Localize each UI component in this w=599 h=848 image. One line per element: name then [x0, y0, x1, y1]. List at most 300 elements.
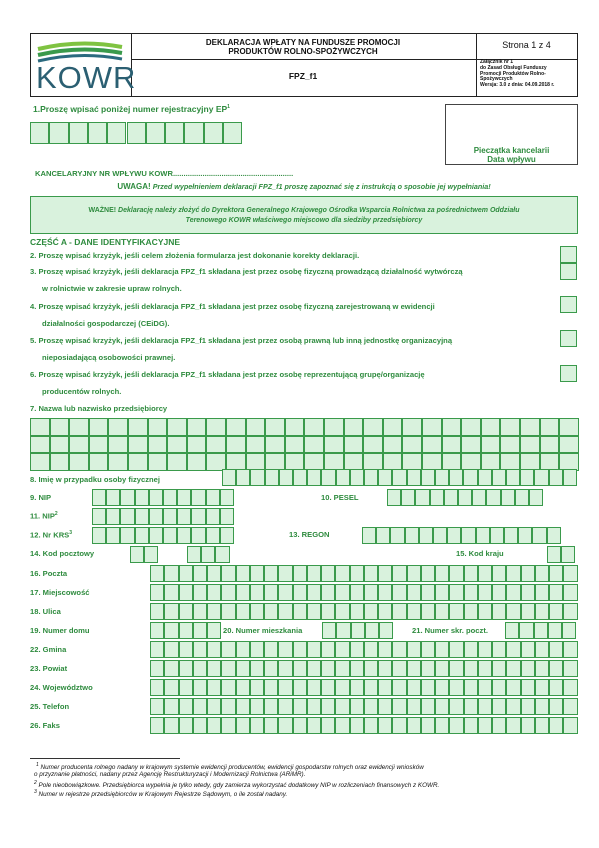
commune-cell[interactable]: [293, 641, 307, 658]
street-cell[interactable]: [221, 603, 235, 620]
name-cell[interactable]: [206, 436, 226, 454]
postcode-a-cell[interactable]: [130, 546, 144, 563]
name-cell[interactable]: [30, 453, 50, 471]
name-cell[interactable]: [148, 418, 168, 436]
name-cell[interactable]: [500, 418, 520, 436]
flat-number-cell[interactable]: [365, 622, 379, 639]
regon-cell[interactable]: [490, 527, 504, 544]
pesel-cell[interactable]: [515, 489, 529, 506]
phone-cell[interactable]: [293, 698, 307, 715]
fax-cell[interactable]: [278, 717, 292, 734]
pesel-cell[interactable]: [472, 489, 486, 506]
ep-number-cell[interactable]: [88, 122, 107, 144]
name-cell[interactable]: [89, 418, 109, 436]
street-cell[interactable]: [435, 603, 449, 620]
name-cell[interactable]: [50, 418, 70, 436]
name-cell[interactable]: [559, 418, 579, 436]
name-cell[interactable]: [402, 453, 422, 471]
street-cell[interactable]: [193, 603, 207, 620]
phone-cell[interactable]: [321, 698, 335, 715]
province-cell[interactable]: [164, 679, 178, 696]
krs-cell[interactable]: [120, 527, 134, 544]
name-cell[interactable]: [285, 453, 305, 471]
first-name-cell[interactable]: [506, 469, 520, 486]
city-cell[interactable]: [378, 584, 392, 601]
name-cell[interactable]: [344, 436, 364, 454]
name-cell[interactable]: [265, 453, 285, 471]
q6-checkbox[interactable]: [560, 365, 577, 382]
post-office-cell[interactable]: [563, 565, 577, 582]
ep-number-cell[interactable]: [49, 122, 68, 144]
commune-cell[interactable]: [378, 641, 392, 658]
name-cell[interactable]: [383, 436, 403, 454]
fax-cell[interactable]: [421, 717, 435, 734]
street-cell[interactable]: [264, 603, 278, 620]
city-cell[interactable]: [521, 584, 535, 601]
province-cell[interactable]: [307, 679, 321, 696]
commune-cell[interactable]: [563, 641, 577, 658]
name-cell[interactable]: [89, 453, 109, 471]
province-cell[interactable]: [150, 679, 164, 696]
name-cell[interactable]: [128, 436, 148, 454]
name-cell[interactable]: [246, 418, 266, 436]
province-cell[interactable]: [464, 679, 478, 696]
post-office-cell[interactable]: [207, 565, 221, 582]
street-cell[interactable]: [521, 603, 535, 620]
fax-cell[interactable]: [563, 717, 577, 734]
name-cell[interactable]: [344, 418, 364, 436]
first-name-cell[interactable]: [265, 469, 279, 486]
first-name-cell[interactable]: [478, 469, 492, 486]
name-cell[interactable]: [540, 418, 560, 436]
phone-cell[interactable]: [464, 698, 478, 715]
name-cell[interactable]: [108, 453, 128, 471]
q3-checkbox[interactable]: [560, 263, 577, 280]
name-cell[interactable]: [324, 418, 344, 436]
name-cell[interactable]: [481, 436, 501, 454]
fax-cell[interactable]: [506, 717, 520, 734]
first-name-cell[interactable]: [336, 469, 350, 486]
fax-cell[interactable]: [378, 717, 392, 734]
county-cell[interactable]: [321, 660, 335, 677]
commune-cell[interactable]: [435, 641, 449, 658]
phone-cell[interactable]: [449, 698, 463, 715]
regon-cell[interactable]: [461, 527, 475, 544]
county-cell[interactable]: [549, 660, 563, 677]
name-cell[interactable]: [442, 418, 462, 436]
phone-cell[interactable]: [392, 698, 406, 715]
name-cell[interactable]: [402, 436, 422, 454]
phone-cell[interactable]: [435, 698, 449, 715]
pesel-cell[interactable]: [501, 489, 515, 506]
county-cell[interactable]: [164, 660, 178, 677]
phone-cell[interactable]: [221, 698, 235, 715]
name-cell[interactable]: [520, 418, 540, 436]
province-cell[interactable]: [563, 679, 577, 696]
county-cell[interactable]: [464, 660, 478, 677]
nip-cell[interactable]: [149, 489, 163, 506]
phone-cell[interactable]: [350, 698, 364, 715]
province-cell[interactable]: [236, 679, 250, 696]
post-office-cell[interactable]: [435, 565, 449, 582]
post-office-cell[interactable]: [449, 565, 463, 582]
name-cell[interactable]: [285, 436, 305, 454]
nip2-cell[interactable]: [177, 508, 191, 525]
province-cell[interactable]: [506, 679, 520, 696]
county-cell[interactable]: [492, 660, 506, 677]
province-cell[interactable]: [449, 679, 463, 696]
city-cell[interactable]: [307, 584, 321, 601]
phone-cell[interactable]: [521, 698, 535, 715]
post-office-cell[interactable]: [549, 565, 563, 582]
first-name-cell[interactable]: [378, 469, 392, 486]
street-cell[interactable]: [378, 603, 392, 620]
commune-cell[interactable]: [321, 641, 335, 658]
post-office-cell[interactable]: [392, 565, 406, 582]
city-cell[interactable]: [563, 584, 577, 601]
fax-cell[interactable]: [449, 717, 463, 734]
nip2-cell[interactable]: [149, 508, 163, 525]
street-cell[interactable]: [535, 603, 549, 620]
commune-cell[interactable]: [364, 641, 378, 658]
nip2-cell[interactable]: [135, 508, 149, 525]
name-cell[interactable]: [363, 436, 383, 454]
phone-cell[interactable]: [164, 698, 178, 715]
ep-number-cell[interactable]: [127, 122, 146, 144]
city-cell[interactable]: [492, 584, 506, 601]
flat-number-cell[interactable]: [322, 622, 336, 639]
post-office-cell[interactable]: [264, 565, 278, 582]
city-cell[interactable]: [435, 584, 449, 601]
name-cell[interactable]: [285, 418, 305, 436]
province-cell[interactable]: [350, 679, 364, 696]
fax-cell[interactable]: [392, 717, 406, 734]
street-cell[interactable]: [506, 603, 520, 620]
phone-cell[interactable]: [236, 698, 250, 715]
flat-number-cell[interactable]: [336, 622, 350, 639]
krs-cell[interactable]: [92, 527, 106, 544]
post-office-cell[interactable]: [521, 565, 535, 582]
krs-cell[interactable]: [220, 527, 234, 544]
fax-cell[interactable]: [464, 717, 478, 734]
fax-cell[interactable]: [293, 717, 307, 734]
post-office-cell[interactable]: [421, 565, 435, 582]
name-cell[interactable]: [540, 436, 560, 454]
street-cell[interactable]: [492, 603, 506, 620]
street-cell[interactable]: [421, 603, 435, 620]
commune-cell[interactable]: [407, 641, 421, 658]
first-name-cell[interactable]: [222, 469, 236, 486]
nip-cell[interactable]: [177, 489, 191, 506]
phone-cell[interactable]: [264, 698, 278, 715]
post-office-cell[interactable]: [179, 565, 193, 582]
county-cell[interactable]: [364, 660, 378, 677]
phone-cell[interactable]: [535, 698, 549, 715]
phone-cell[interactable]: [563, 698, 577, 715]
city-cell[interactable]: [278, 584, 292, 601]
nip-cell[interactable]: [106, 489, 120, 506]
commune-cell[interactable]: [193, 641, 207, 658]
post-office-cell[interactable]: [364, 565, 378, 582]
commune-cell[interactable]: [264, 641, 278, 658]
county-cell[interactable]: [150, 660, 164, 677]
commune-cell[interactable]: [492, 641, 506, 658]
commune-cell[interactable]: [449, 641, 463, 658]
name-cell[interactable]: [383, 453, 403, 471]
po-box-cell[interactable]: [534, 622, 548, 639]
first-name-cell[interactable]: [492, 469, 506, 486]
post-office-cell[interactable]: [350, 565, 364, 582]
name-cell[interactable]: [148, 436, 168, 454]
post-office-cell[interactable]: [535, 565, 549, 582]
first-name-cell[interactable]: [520, 469, 534, 486]
first-name-cell[interactable]: [435, 469, 449, 486]
first-name-cell[interactable]: [236, 469, 250, 486]
city-cell[interactable]: [407, 584, 421, 601]
commune-cell[interactable]: [179, 641, 193, 658]
post-office-cell[interactable]: [407, 565, 421, 582]
fax-cell[interactable]: [407, 717, 421, 734]
county-cell[interactable]: [264, 660, 278, 677]
commune-cell[interactable]: [164, 641, 178, 658]
first-name-cell[interactable]: [421, 469, 435, 486]
commune-cell[interactable]: [549, 641, 563, 658]
phone-cell[interactable]: [478, 698, 492, 715]
first-name-cell[interactable]: [563, 469, 577, 486]
street-cell[interactable]: [335, 603, 349, 620]
fax-cell[interactable]: [164, 717, 178, 734]
fax-cell[interactable]: [435, 717, 449, 734]
phone-cell[interactable]: [150, 698, 164, 715]
city-cell[interactable]: [335, 584, 349, 601]
fax-cell[interactable]: [364, 717, 378, 734]
post-office-cell[interactable]: [492, 565, 506, 582]
nip2-cell[interactable]: [163, 508, 177, 525]
name-cell[interactable]: [481, 418, 501, 436]
name-cell[interactable]: [108, 436, 128, 454]
name-cell[interactable]: [128, 453, 148, 471]
city-cell[interactable]: [350, 584, 364, 601]
street-cell[interactable]: [293, 603, 307, 620]
fax-cell[interactable]: [321, 717, 335, 734]
name-cell[interactable]: [30, 418, 50, 436]
po-box-cell[interactable]: [562, 622, 576, 639]
country-code-cell[interactable]: [561, 546, 575, 563]
fax-cell[interactable]: [535, 717, 549, 734]
province-cell[interactable]: [179, 679, 193, 696]
street-cell[interactable]: [164, 603, 178, 620]
county-cell[interactable]: [207, 660, 221, 677]
ep-number-cell[interactable]: [69, 122, 88, 144]
county-cell[interactable]: [478, 660, 492, 677]
county-cell[interactable]: [179, 660, 193, 677]
name-cell[interactable]: [559, 436, 579, 454]
name-cell[interactable]: [187, 418, 207, 436]
province-cell[interactable]: [407, 679, 421, 696]
commune-cell[interactable]: [307, 641, 321, 658]
house-number-cell[interactable]: [164, 622, 178, 639]
province-cell[interactable]: [392, 679, 406, 696]
province-cell[interactable]: [250, 679, 264, 696]
city-cell[interactable]: [549, 584, 563, 601]
regon-cell[interactable]: [362, 527, 376, 544]
first-name-cell[interactable]: [321, 469, 335, 486]
county-cell[interactable]: [535, 660, 549, 677]
nip2-cell[interactable]: [220, 508, 234, 525]
phone-cell[interactable]: [207, 698, 221, 715]
q4-checkbox[interactable]: [560, 296, 577, 313]
ep-number-cell[interactable]: [165, 122, 184, 144]
name-cell[interactable]: [461, 436, 481, 454]
county-cell[interactable]: [193, 660, 207, 677]
pesel-cell[interactable]: [401, 489, 415, 506]
name-cell[interactable]: [167, 436, 187, 454]
name-cell[interactable]: [167, 453, 187, 471]
county-cell[interactable]: [449, 660, 463, 677]
name-cell[interactable]: [461, 418, 481, 436]
city-cell[interactable]: [236, 584, 250, 601]
phone-cell[interactable]: [421, 698, 435, 715]
city-cell[interactable]: [264, 584, 278, 601]
fax-cell[interactable]: [221, 717, 235, 734]
fax-cell[interactable]: [207, 717, 221, 734]
po-box-cell[interactable]: [519, 622, 533, 639]
pesel-cell[interactable]: [458, 489, 472, 506]
city-cell[interactable]: [364, 584, 378, 601]
phone-cell[interactable]: [407, 698, 421, 715]
county-cell[interactable]: [236, 660, 250, 677]
street-cell[interactable]: [207, 603, 221, 620]
phone-cell[interactable]: [364, 698, 378, 715]
name-cell[interactable]: [520, 453, 540, 471]
commune-cell[interactable]: [207, 641, 221, 658]
first-name-cell[interactable]: [364, 469, 378, 486]
house-number-cell[interactable]: [179, 622, 193, 639]
street-cell[interactable]: [350, 603, 364, 620]
province-cell[interactable]: [207, 679, 221, 696]
nip2-cell[interactable]: [206, 508, 220, 525]
pesel-cell[interactable]: [444, 489, 458, 506]
commune-cell[interactable]: [250, 641, 264, 658]
first-name-cell[interactable]: [449, 469, 463, 486]
krs-cell[interactable]: [163, 527, 177, 544]
street-cell[interactable]: [150, 603, 164, 620]
regon-cell[interactable]: [518, 527, 532, 544]
ep-number-cell[interactable]: [30, 122, 49, 144]
county-cell[interactable]: [278, 660, 292, 677]
name-cell[interactable]: [30, 436, 50, 454]
county-cell[interactable]: [293, 660, 307, 677]
house-number-cell[interactable]: [207, 622, 221, 639]
post-office-cell[interactable]: [164, 565, 178, 582]
name-cell[interactable]: [304, 453, 324, 471]
krs-cell[interactable]: [149, 527, 163, 544]
name-cell[interactable]: [89, 436, 109, 454]
nip-cell[interactable]: [191, 489, 205, 506]
province-cell[interactable]: [321, 679, 335, 696]
first-name-cell[interactable]: [407, 469, 421, 486]
name-cell[interactable]: [246, 453, 266, 471]
name-cell[interactable]: [559, 453, 579, 471]
nip-cell[interactable]: [206, 489, 220, 506]
post-office-cell[interactable]: [278, 565, 292, 582]
name-cell[interactable]: [500, 453, 520, 471]
county-cell[interactable]: [335, 660, 349, 677]
first-name-cell[interactable]: [392, 469, 406, 486]
ep-number-cell[interactable]: [107, 122, 126, 144]
street-cell[interactable]: [549, 603, 563, 620]
county-cell[interactable]: [392, 660, 406, 677]
krs-cell[interactable]: [191, 527, 205, 544]
po-box-cell[interactable]: [505, 622, 519, 639]
regon-cell[interactable]: [504, 527, 518, 544]
commune-cell[interactable]: [150, 641, 164, 658]
post-office-cell[interactable]: [150, 565, 164, 582]
county-cell[interactable]: [521, 660, 535, 677]
name-cell[interactable]: [442, 453, 462, 471]
postcode-b-cell[interactable]: [201, 546, 215, 563]
first-name-cell[interactable]: [293, 469, 307, 486]
province-cell[interactable]: [421, 679, 435, 696]
fax-cell[interactable]: [307, 717, 321, 734]
name-cell[interactable]: [128, 418, 148, 436]
phone-cell[interactable]: [250, 698, 264, 715]
city-cell[interactable]: [150, 584, 164, 601]
nip-cell[interactable]: [220, 489, 234, 506]
fax-cell[interactable]: [521, 717, 535, 734]
name-cell[interactable]: [187, 436, 207, 454]
street-cell[interactable]: [278, 603, 292, 620]
commune-cell[interactable]: [278, 641, 292, 658]
street-cell[interactable]: [364, 603, 378, 620]
name-cell[interactable]: [304, 418, 324, 436]
q5-checkbox[interactable]: [560, 330, 577, 347]
regon-cell[interactable]: [405, 527, 419, 544]
city-cell[interactable]: [421, 584, 435, 601]
name-cell[interactable]: [50, 453, 70, 471]
province-cell[interactable]: [435, 679, 449, 696]
first-name-cell[interactable]: [279, 469, 293, 486]
nip2-cell[interactable]: [92, 508, 106, 525]
commune-cell[interactable]: [392, 641, 406, 658]
county-cell[interactable]: [250, 660, 264, 677]
province-cell[interactable]: [492, 679, 506, 696]
name-cell[interactable]: [304, 436, 324, 454]
name-cell[interactable]: [402, 418, 422, 436]
nip2-cell[interactable]: [191, 508, 205, 525]
name-cell[interactable]: [167, 418, 187, 436]
street-cell[interactable]: [250, 603, 264, 620]
name-cell[interactable]: [422, 418, 442, 436]
post-office-cell[interactable]: [307, 565, 321, 582]
province-cell[interactable]: [293, 679, 307, 696]
nip2-cell[interactable]: [106, 508, 120, 525]
province-cell[interactable]: [521, 679, 535, 696]
city-cell[interactable]: [164, 584, 178, 601]
phone-cell[interactable]: [378, 698, 392, 715]
name-cell[interactable]: [265, 436, 285, 454]
name-cell[interactable]: [148, 453, 168, 471]
city-cell[interactable]: [193, 584, 207, 601]
phone-cell[interactable]: [549, 698, 563, 715]
krs-cell[interactable]: [177, 527, 191, 544]
regon-cell[interactable]: [547, 527, 561, 544]
street-cell[interactable]: [478, 603, 492, 620]
pesel-cell[interactable]: [529, 489, 543, 506]
name-cell[interactable]: [363, 418, 383, 436]
flat-number-cell[interactable]: [379, 622, 393, 639]
krs-cell[interactable]: [206, 527, 220, 544]
